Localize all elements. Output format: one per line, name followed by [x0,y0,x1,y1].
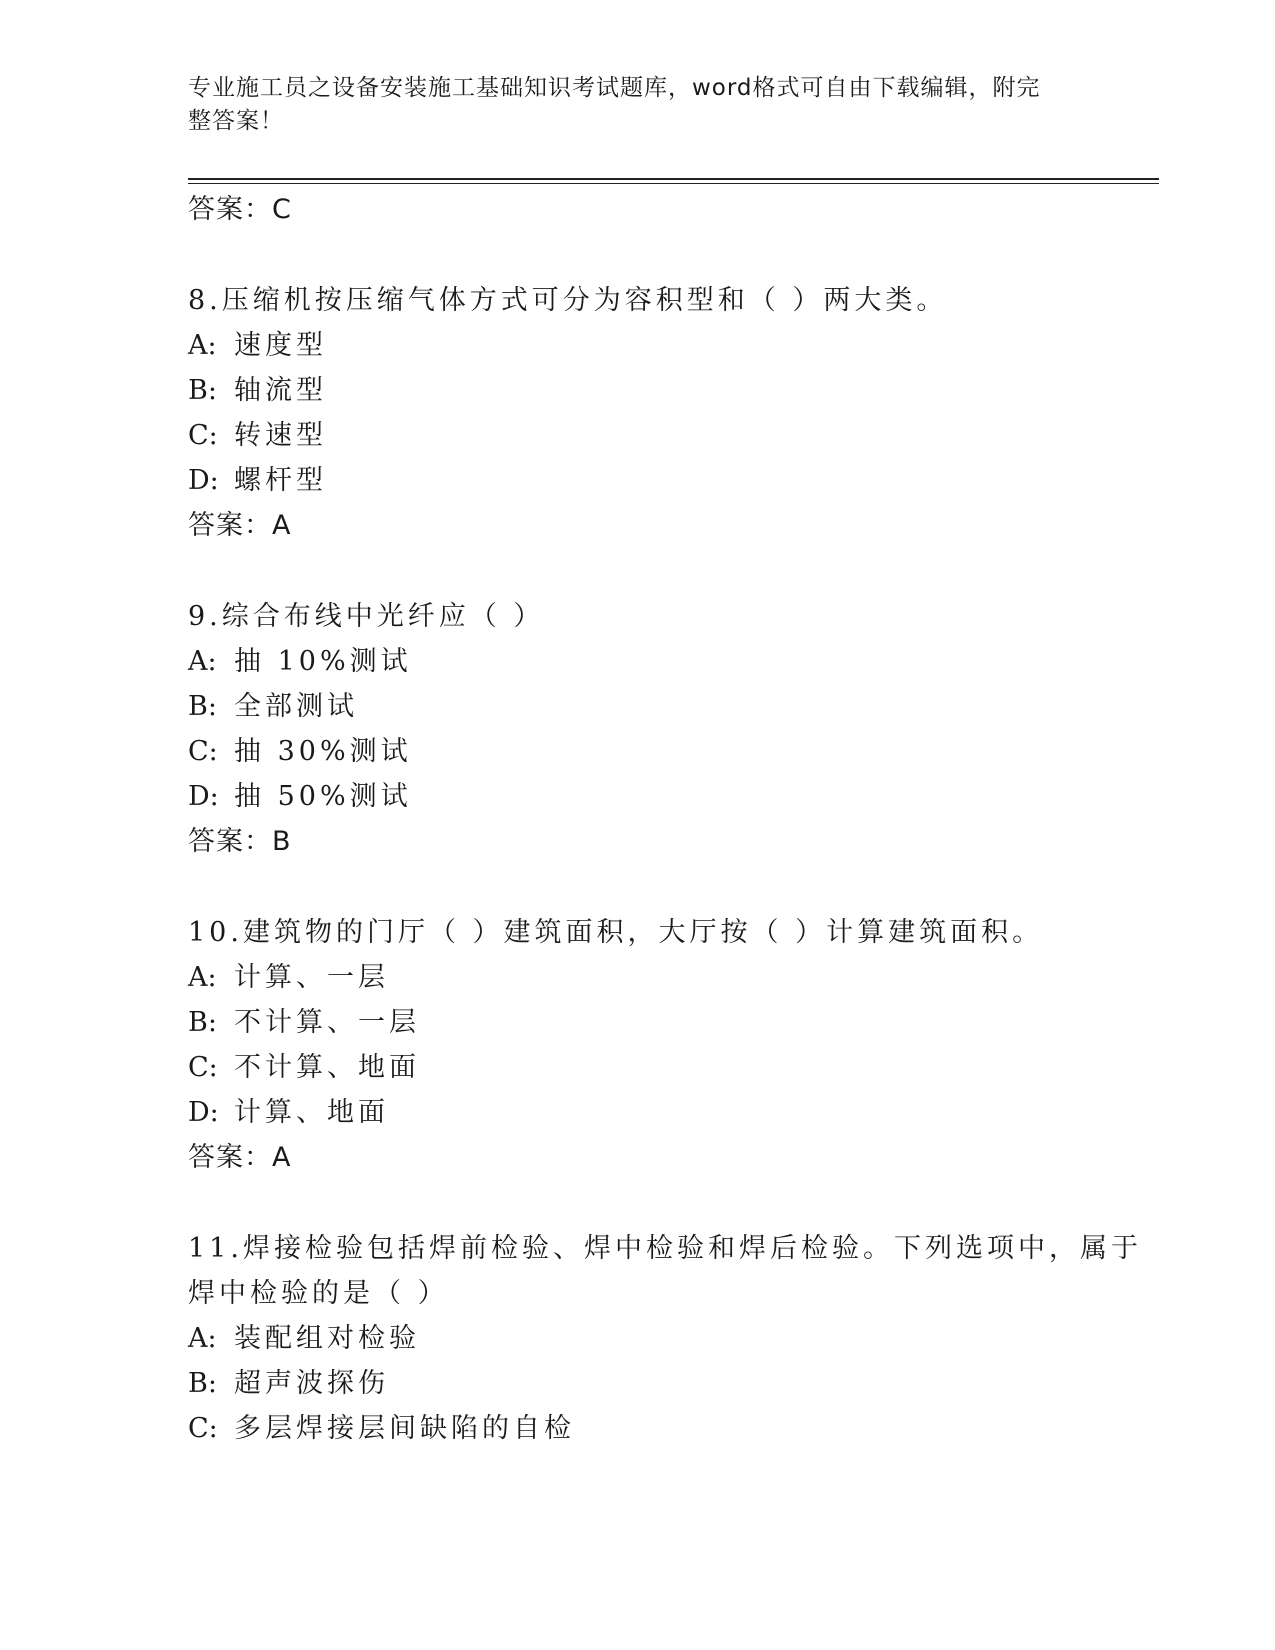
question-10-option-c [188,1051,420,1085]
option-letter: A: [188,962,217,993]
previous-answer: 答案：C [188,194,292,225]
option-text: 抽 10%测试 [234,646,412,677]
option-text: 计算、一层 [234,962,389,993]
option-text: 速度型 [234,330,327,361]
question-9-option-c [188,735,412,769]
question-9-option-a [188,645,412,679]
option-text: 全部测试 [234,691,358,722]
option-text: 螺杆型 [234,465,327,496]
option-letter: C: [188,1413,218,1444]
question-8-option-c [188,419,327,453]
question-8-answer: 答案：A [188,510,292,541]
question-9-answer: 答案：B [188,826,292,857]
question-8-option-b [188,374,327,408]
option-letter: D: [188,465,219,496]
header-line-1: 专业施工员之设备安装施工基础知识考试题库，word格式可自由下载编辑，附完 [188,75,1041,101]
question-9-option-b [188,690,358,724]
option-letter: C: [188,736,218,767]
question-10-answer: 答案：A [188,1142,292,1173]
option-letter: A: [188,1323,217,1354]
question-10-option-d [188,1096,389,1130]
option-letter: D: [188,781,219,812]
option-text: 转速型 [234,420,327,451]
option-text: 不计算、一层 [234,1007,420,1038]
option-letter: B: [188,1368,217,1399]
option-text: 抽 30%测试 [234,736,412,767]
question-11-stem-line-1: 11.焊接检验包括焊前检验、焊中检验和焊后检验。下列选项中，属于 [188,1233,1142,1264]
question-9-stem: 9.综合布线中光纤应（ ） [188,601,545,632]
option-text: 抽 50%测试 [234,781,412,812]
question-9-option-d [188,780,412,814]
option-letter: B: [188,691,217,722]
option-letter: C: [188,1052,218,1083]
header-rule-thick [188,178,1159,180]
option-text: 装配组对检验 [234,1323,420,1354]
option-letter: C: [188,420,218,451]
question-10-stem: 10.建筑物的门厅（ ）建筑面积，大厅按（ ）计算建筑面积。 [188,917,1044,948]
option-letter: D: [188,1097,219,1128]
question-11-option-a [188,1322,420,1356]
header-rule-thin [188,183,1159,184]
option-text: 不计算、地面 [234,1052,420,1083]
option-text: 超声波探伤 [234,1368,389,1399]
option-text: 计算、地面 [234,1097,389,1128]
question-8-option-d [188,464,327,498]
question-10-option-a [188,961,389,995]
question-11-option-b [188,1367,389,1401]
header-line-2: 整答案！ [188,108,284,134]
question-8-option-a [188,329,327,363]
option-text: 轴流型 [234,375,327,406]
question-10-option-b [188,1006,420,1040]
option-letter: A: [188,646,217,677]
option-letter: B: [188,375,217,406]
option-letter: B: [188,1007,217,1038]
option-letter: A: [188,330,217,361]
question-8-stem: 8.压缩机按压缩气体方式可分为容积型和（ ）两大类。 [188,285,948,316]
question-11-option-c [188,1412,575,1446]
option-text: 多层焊接层间缺陷的自检 [234,1413,575,1444]
question-11-stem-line-2: 焊中检验的是（ ） [188,1278,449,1309]
document-header [188,72,1088,138]
